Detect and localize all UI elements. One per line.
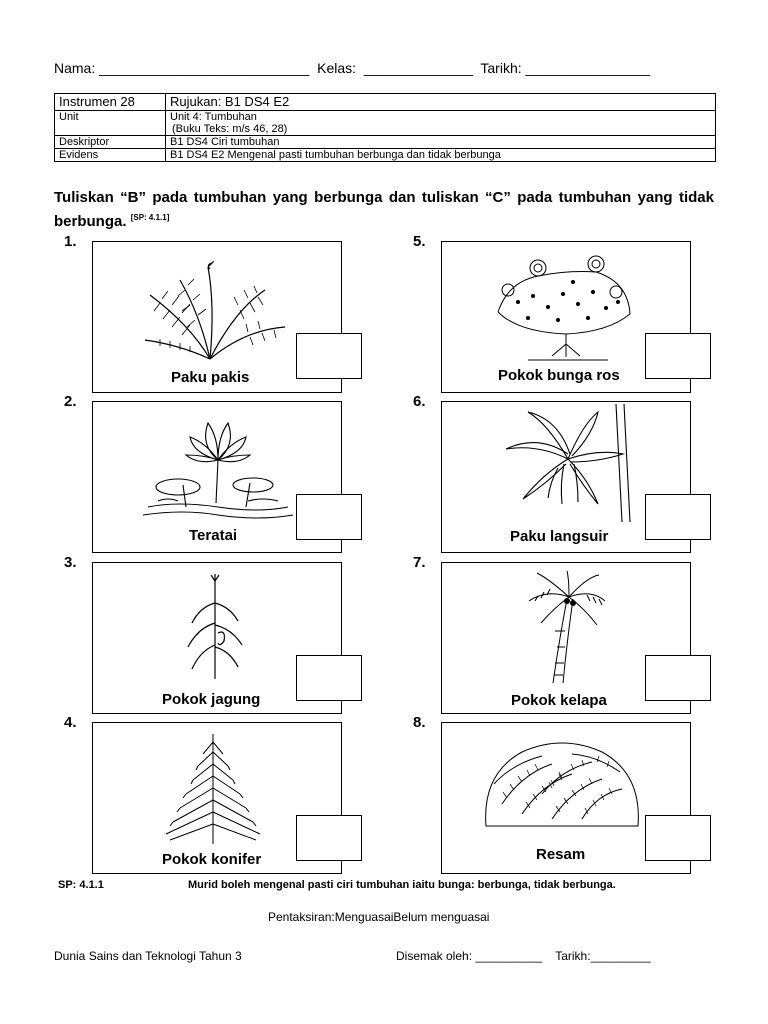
answer-box[interactable] — [296, 815, 362, 861]
sp-code: SP: 4.1.1 — [58, 879, 104, 891]
nama-field[interactable]: ___________________________ — [99, 60, 310, 76]
corn-plant-icon — [180, 573, 250, 681]
plant-label: Teratai — [189, 527, 238, 544]
answer-box[interactable] — [296, 494, 362, 540]
assessment-line: Pentaksiran:MenguasaiBelum menguasai — [268, 910, 490, 924]
instruction-body: Tuliskan “B” pada tumbuhan yang berbunga dan tuliskan “C” pada tumbuhan yang tidak berbunga. — [54, 189, 714, 230]
plant-label: Paku langsuir — [510, 528, 609, 545]
unit-label-cell: Unit — [55, 111, 166, 136]
answer-box[interactable] — [296, 655, 362, 701]
answer-box[interactable] — [645, 815, 711, 861]
book-title: Dunia Sains dan Teknologi Tahun 3 — [54, 949, 242, 963]
answer-box[interactable] — [645, 333, 711, 379]
plant-label: Pokok konifer — [162, 851, 262, 868]
deskriptor-value-cell: B1 DS4 Ciri tumbuhan — [166, 136, 716, 149]
student-header — [54, 60, 650, 76]
unit-value-line-2: (Buku Teks: m/s 46, 28) — [172, 123, 288, 135]
checked-by-line[interactable]: Disemak oleh: __________ Tarikh:_________ — [396, 949, 651, 963]
fern-icon — [140, 255, 290, 363]
nama-label: Nama: — [54, 60, 96, 76]
instrumen-cell: Instrumen 28 — [55, 94, 166, 111]
instruction-text — [54, 188, 714, 232]
resam-fern-icon — [482, 734, 642, 834]
plant-label: Pokok kelapa — [511, 692, 607, 709]
item-number: 5. — [413, 233, 426, 250]
item-number: 4. — [64, 714, 77, 731]
item-number: 6. — [413, 393, 426, 410]
item-number: 2. — [64, 393, 77, 410]
lotus-icon — [138, 415, 298, 523]
evidens-value-cell: B1 DS4 E2 Mengenal pasti tumbuhan berbunga dan tidak berbunga — [166, 149, 716, 162]
plant-label: Pokok bunga ros — [498, 367, 620, 384]
item-number: 1. — [64, 233, 77, 250]
kelas-field[interactable]: ______________ — [363, 60, 473, 76]
kelas-label: Kelas: — [317, 60, 357, 76]
unit-value-cell — [166, 111, 716, 136]
deskriptor-label-cell: Deskriptor — [55, 136, 166, 149]
unit-value-line-1: Unit 4: Tumbuhan — [170, 111, 257, 123]
item-number: 3. — [64, 554, 77, 571]
tarikh-label: Tarikh: — [480, 60, 522, 76]
answer-box[interactable] — [296, 333, 362, 379]
plant-label: Resam — [536, 846, 586, 863]
answer-box[interactable] — [645, 494, 711, 540]
birds-nest-fern-icon — [498, 404, 633, 524]
item-number: 7. — [413, 554, 426, 571]
evidens-label-cell: Evidens — [55, 149, 166, 162]
sp-description: Murid boleh mengenal pasti ciri tumbuhan iaitu bunga: berbunga, tidak berbunga. — [188, 879, 616, 891]
answer-box[interactable] — [645, 655, 711, 701]
rose-bush-icon — [488, 252, 638, 362]
rujukan-cell: Rujukan: B1 DS4 E2 — [166, 94, 716, 111]
tarikh-field[interactable]: ________________ — [525, 60, 651, 76]
item-number: 8. — [413, 714, 426, 731]
instrument-info-table — [54, 93, 716, 162]
coconut-palm-icon — [527, 571, 607, 686]
plant-label: Paku pakis — [171, 369, 250, 386]
sp-reference: [SP: 4.1.1] — [130, 213, 170, 222]
plant-label: Pokok jagung — [162, 691, 261, 708]
conifer-tree-icon — [158, 732, 268, 847]
